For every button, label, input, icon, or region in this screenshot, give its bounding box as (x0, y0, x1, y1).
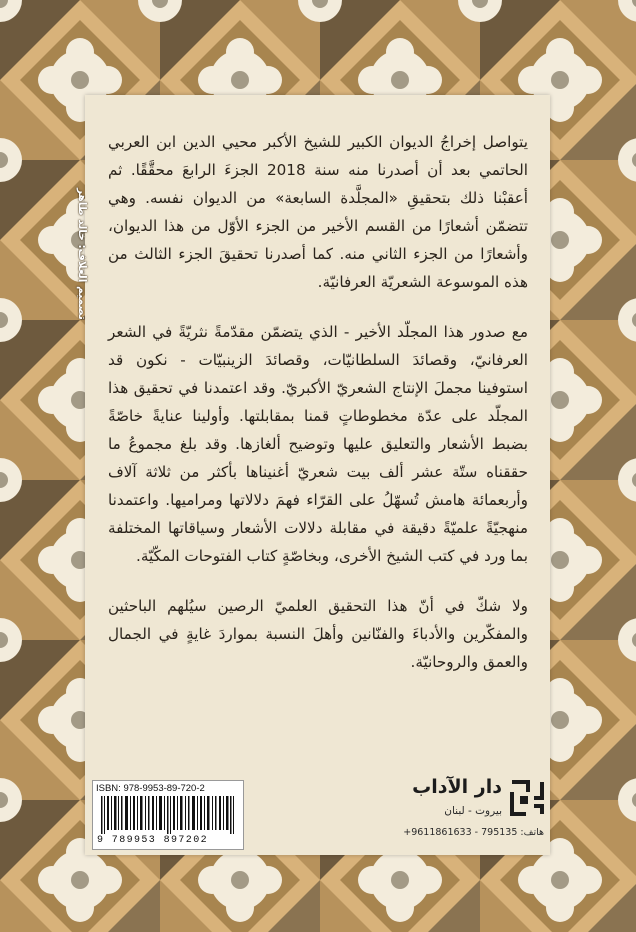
publisher-phone: هاتف: 795135 - 9611861633+ (403, 827, 544, 838)
blurb-paragraph-3: ولا شكّ في أنّ هذا التحقيق العلميّ الرصين سيُلهم الباحثين والمفكّرين والأدباءَ والفنّانين وأهلَ النسبة بمواردَ غايةٍ في الجمال والعمق والروحانيّة. (108, 597, 528, 671)
barcode-bars (99, 796, 237, 834)
barcode-digits: 9 789953 897202 (97, 835, 209, 846)
publisher-block (360, 772, 550, 852)
isbn-label: ISBN: 978-9953-89-720-2 (96, 783, 205, 794)
publisher-name: دار الآداب (412, 776, 502, 798)
blurb-text (108, 128, 528, 698)
publisher-logo-icon (508, 778, 546, 818)
barcode (92, 780, 244, 850)
blurb-paragraph-1: يتواصل إخراجُ الديوان الكبير للشيخ الأكبر محيي الدين ابن العربي الحاتمي بعد أن أصدرنا منه سنة 2018 الجزءَ الرابعَ محقَّقًا. ثم أعقبْنا ذلك بتحقيقِ «المجلَّدة السابعة» من الديوان نفسه. وهي تتضمّن أشعارًا من القسم الأخير من الجزء الأوّل من هذا الديوان، وأشعارًا من الجزء الثاني منه. كما أصدرنا تحقيقَ الجزء الثالث من هذه الموسوعة الشعريّة العرفانيّة. (108, 133, 528, 291)
blurb-paragraph-2: مع صدور هذا المجلّد الأخير - الذي يتضمّن مقدّمةً نثريّةً في الشعر العرفانيّ، وقصائدَ السلطانيّات، وقصائدَ الزينبيّات - نكون قد استوفينا مجملَ الإنتاج الشعريّ الأكبريّ. وقد اعتمدنا في تحقيق هذا المجلّد على عدّة مخطوطاتٍ قمنا بمقابلتها. وأولينا عنايةً خاصّةً بضبط الأشعار والتعليق عليها وتوضيح ألغازها. وقد بلغ مجموعُ ما حققناه ستّة عشر ألف بيت شعريّ أغنيناها بأكثر من ثلاثة آلاف وأربعمائة هامش تُسهّلُ على القرّاء فهمَ دلالاتها ومراميها. واعتمدنا منهجيّةً علميّةً دقيقة في مقابلة دلالات الأشعار وسياقاتها المختلفة بما ورد في كتب الشيخ الأخرى، وبخاصّةٍ كتاب الفتوحات المكّيّة. (108, 323, 528, 565)
cover-design-credit: تصميم الغلاف: خالد طاهر (76, 188, 88, 320)
publisher-city: بيروت - لبنان (444, 805, 502, 817)
